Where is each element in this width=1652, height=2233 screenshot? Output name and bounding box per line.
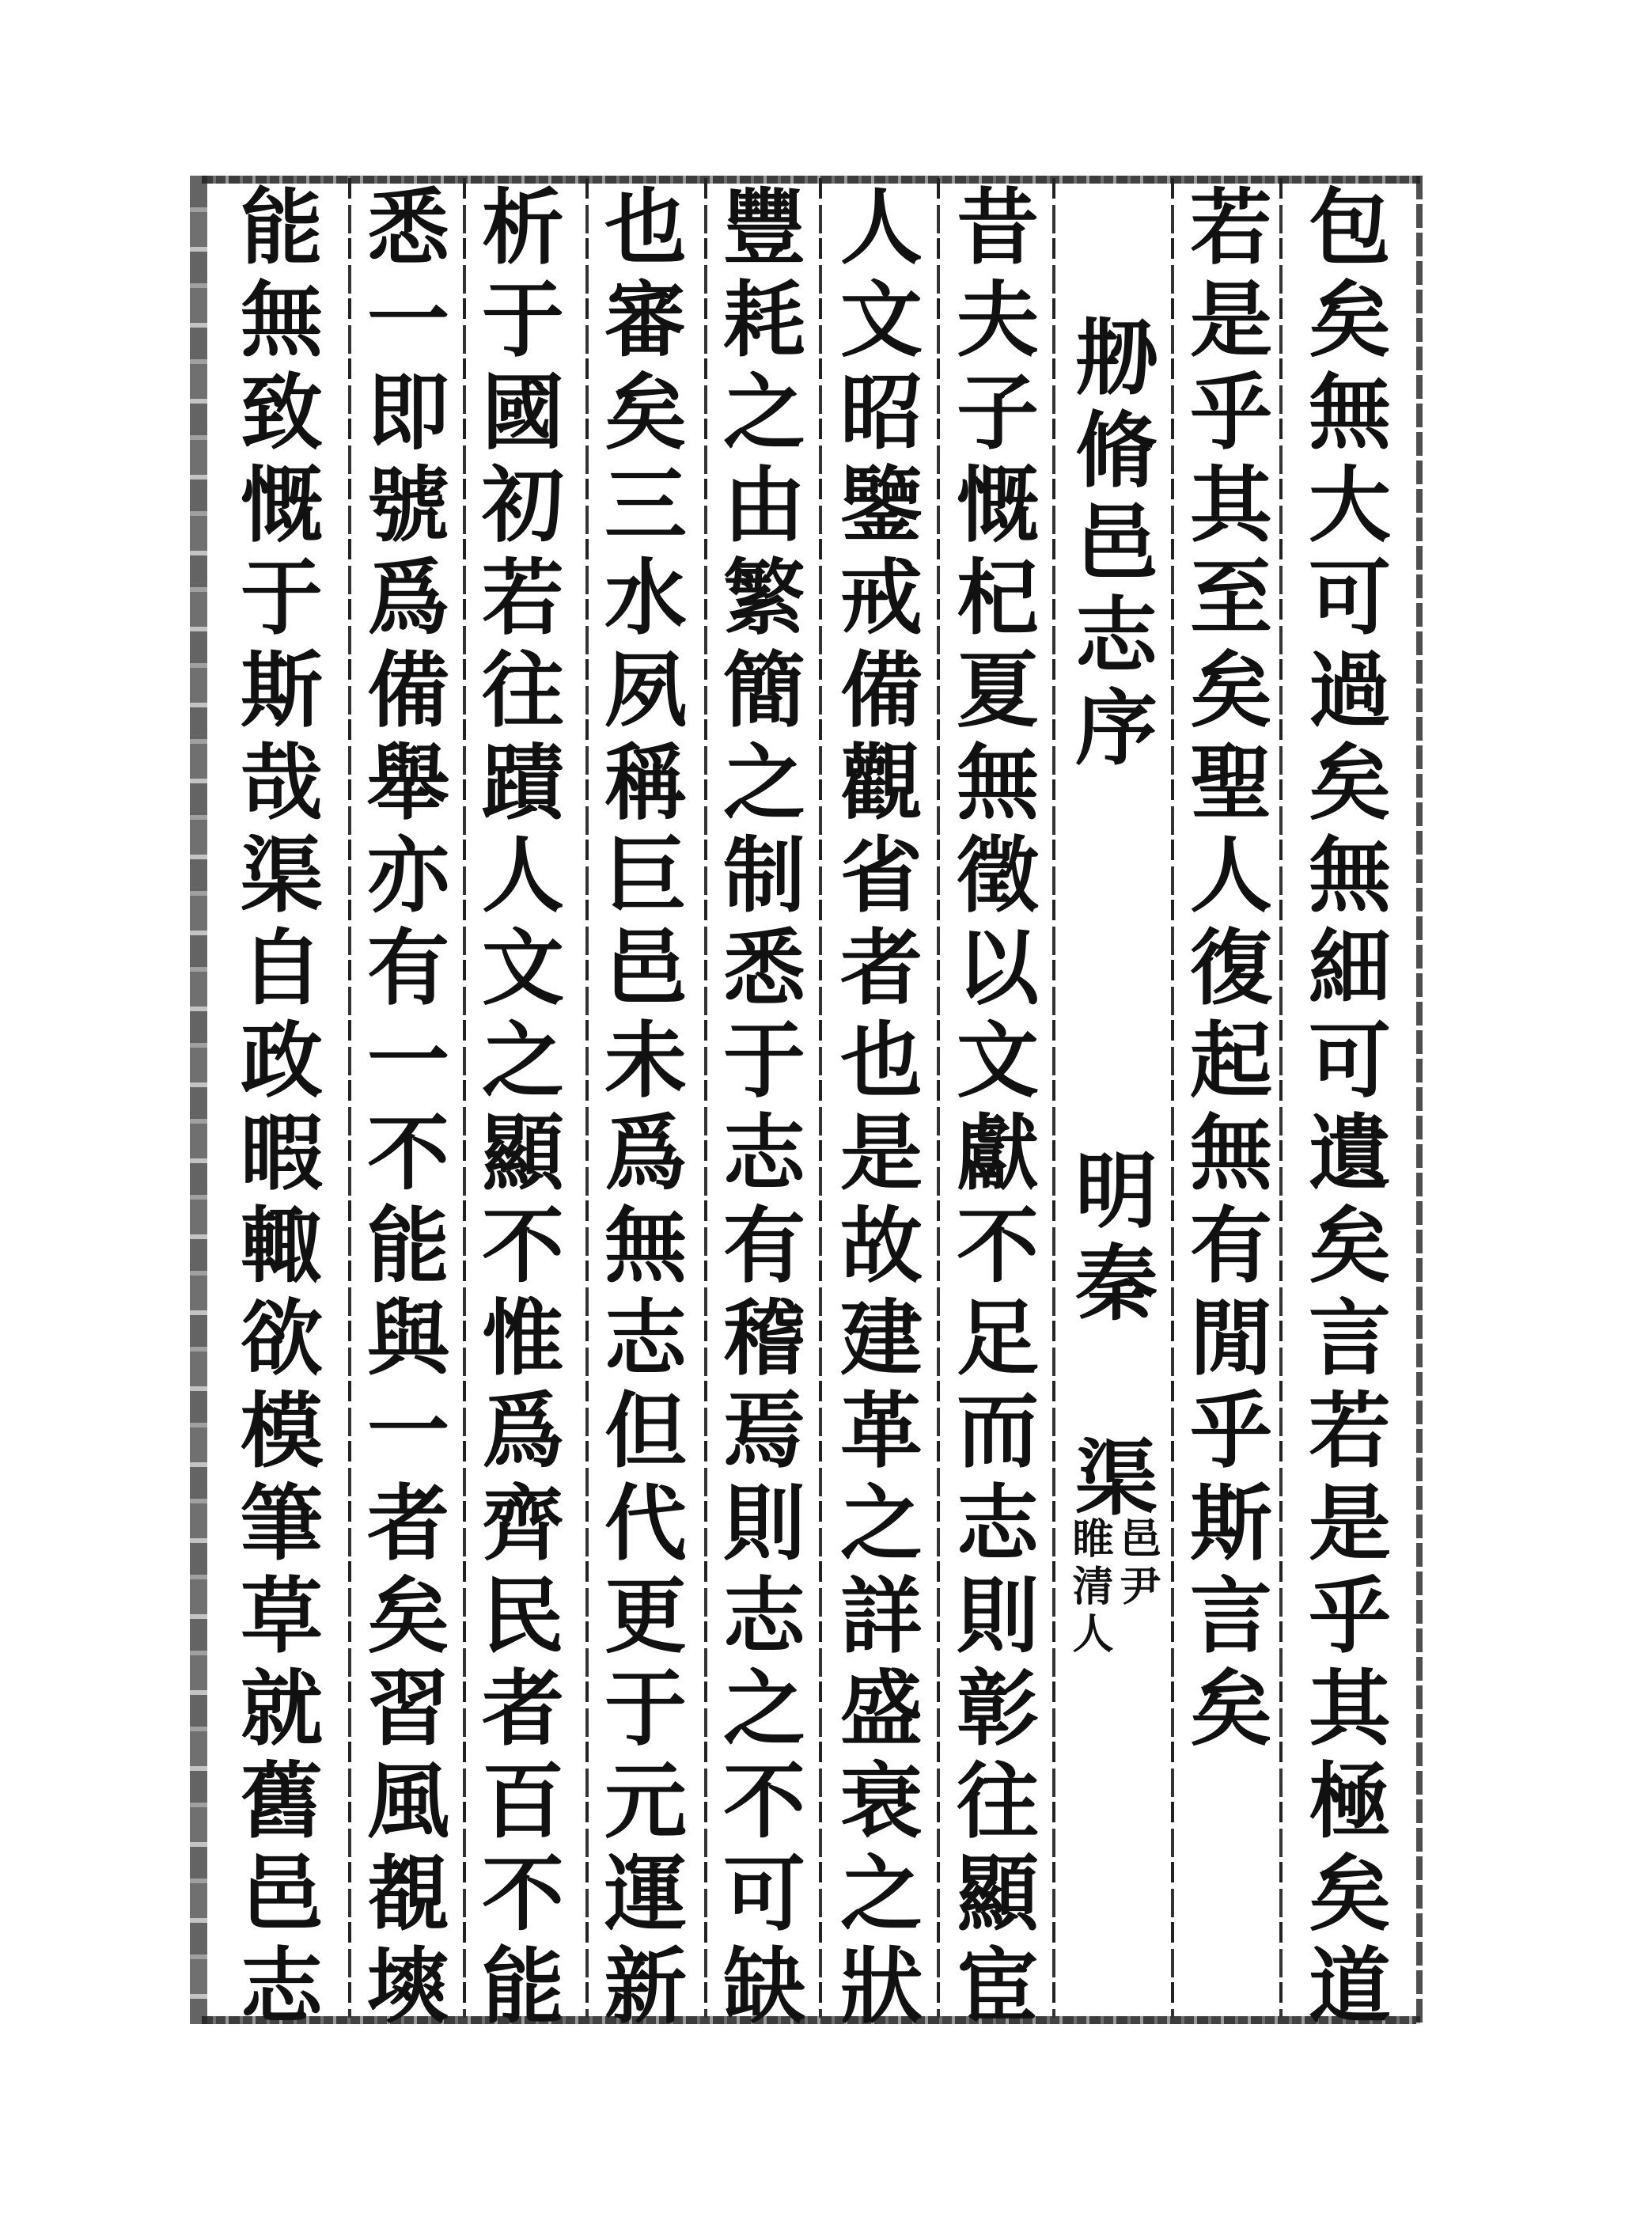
author-dynasty-surname: 明秦 [1061, 1147, 1158, 1333]
author-office-note: 邑尹 [1112, 1517, 1161, 1612]
text-column-1: 包矣無大可過矣無細可遺矣言若是乎其極矣道 [1294, 184, 1392, 2035]
column-rule [585, 178, 589, 2018]
text-column-10: 能無致慨于斯哉渠自政暇輙欲模筆草就舊邑志 [226, 184, 324, 2035]
author-origin-note: 睢清人 [1065, 1517, 1113, 1659]
column-rule [937, 178, 940, 2018]
block-frame-left [190, 176, 207, 2024]
text-column-2: 若是乎其至矣聖人復起無有閒乎斯言矣 [1176, 184, 1273, 1757]
column-rule [1279, 178, 1283, 2018]
column-rule [463, 178, 466, 2018]
column-rule [1052, 178, 1055, 2018]
text-column-8: 析于國初若往蹟人文之顯不惟爲齊民者百不能 [468, 184, 565, 2035]
column-rule [819, 178, 822, 2018]
column-rule [704, 178, 707, 2018]
text-column-9: 悉一即號爲備舉亦有一不能與一者矣習風覩塽 [353, 184, 450, 2035]
block-frame-top [202, 176, 1420, 184]
column-rule [1171, 178, 1174, 2018]
text-column-7: 也審矣三水夙稱巨邑未爲無志但代更于元運新 [590, 184, 688, 2035]
column-rule [348, 178, 351, 2018]
block-frame-right [1416, 176, 1423, 2024]
text-column-6: 豐耗之由繁簡之制悉于志有稽焉則志之不可缺 [709, 184, 806, 2035]
preface-title: 刱脩邑志序 [1061, 314, 1158, 777]
text-column-5: 人文昭鑒戒備觀省者也是故建革之詳盛衰之狀 [826, 184, 923, 2035]
text-column-4: 昔夫子慨杞夏無徵以文獻不足而志則彰往顯宦 [942, 184, 1040, 2035]
author-given-name: 渠 [1061, 1435, 1158, 1527]
